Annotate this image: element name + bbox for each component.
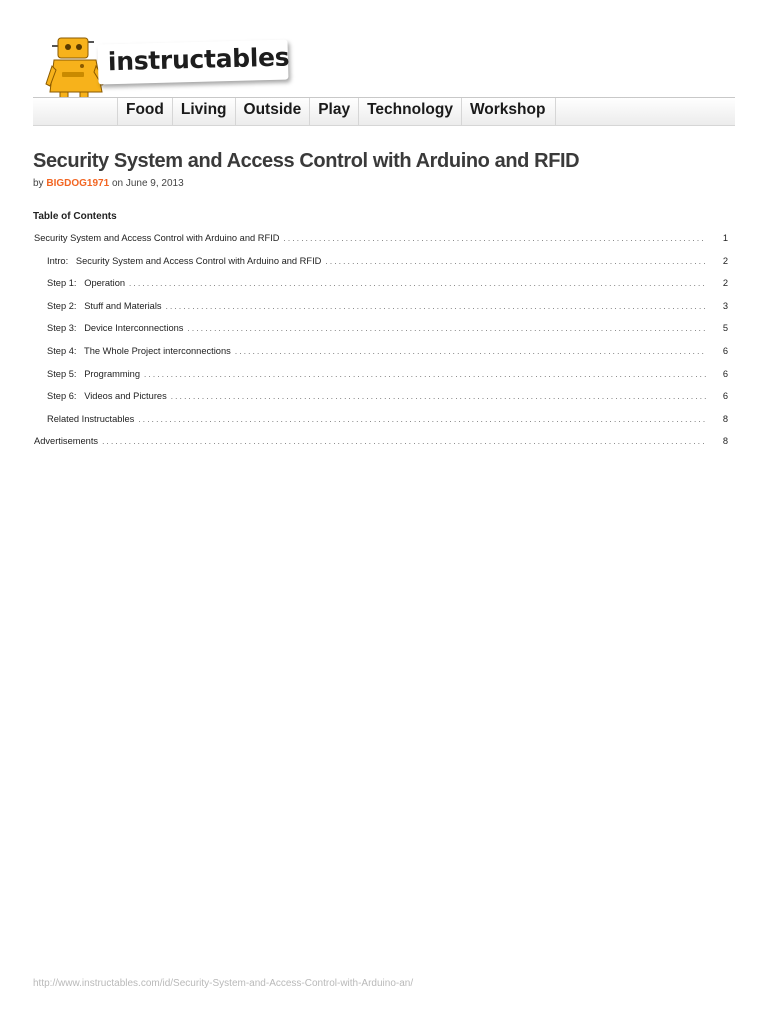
byline-prefix: by bbox=[33, 178, 44, 189]
toc-entry[interactable] bbox=[34, 301, 728, 324]
toc-entry[interactable] bbox=[34, 323, 728, 346]
toc-entry-page: 2 bbox=[722, 255, 728, 266]
nav-item-outside[interactable]: Outside bbox=[236, 98, 311, 125]
toc-leader-dots bbox=[166, 302, 706, 311]
toc-entry-label: Step 2: Stuff and Materials bbox=[47, 300, 162, 311]
nav-bar bbox=[33, 97, 735, 126]
toc-entry-page: 6 bbox=[722, 391, 728, 402]
toc-entry-page: 3 bbox=[722, 300, 728, 311]
footer-url-link[interactable]: http://www.instructables.com/id/Security-System-and-Access-Control-with-Arduino-an/ bbox=[33, 978, 414, 989]
logo-text: instructables bbox=[107, 42, 290, 77]
toc-entry-page: 6 bbox=[722, 345, 728, 356]
toc-entry-label: Security System and Access Control with Arduino and RFID bbox=[34, 233, 280, 243]
toc-entry-label: Step 5: Programming bbox=[47, 368, 141, 379]
nav-item-workshop[interactable]: Workshop bbox=[462, 98, 557, 125]
toc-entry-label: Step 4: The Whole Project interconnections bbox=[47, 345, 231, 356]
toc-heading: Table of Contents bbox=[33, 211, 117, 222]
toc-entry[interactable] bbox=[34, 436, 728, 459]
site-header bbox=[0, 0, 768, 130]
toc-leader-dots bbox=[187, 324, 706, 333]
toc-entry-label: Intro: Security System and Access Control with Arduino and RFID bbox=[47, 255, 322, 266]
byline bbox=[33, 178, 184, 189]
toc-entry-page: 1 bbox=[722, 233, 728, 243]
toc-entry[interactable] bbox=[34, 414, 728, 437]
table-of-contents bbox=[34, 233, 728, 459]
toc-leader-dots bbox=[102, 437, 706, 446]
toc-leader-dots bbox=[144, 370, 706, 379]
toc-entry-label: Step 6: Videos and Pictures bbox=[47, 391, 167, 402]
logo[interactable] bbox=[98, 40, 289, 85]
toc-entry[interactable] bbox=[34, 278, 728, 301]
publish-date: on June 9, 2013 bbox=[111, 178, 184, 189]
toc-entry-page: 5 bbox=[722, 323, 728, 334]
toc-entry-label: Step 1: Operation bbox=[47, 278, 126, 289]
toc-entry-page: 8 bbox=[722, 436, 728, 447]
toc-leader-dots bbox=[129, 279, 706, 288]
toc-entry-label: Step 3: Device Interconnections bbox=[47, 323, 184, 334]
toc-entry-page: 8 bbox=[722, 413, 728, 424]
toc-entry[interactable] bbox=[34, 391, 728, 414]
toc-leader-dots bbox=[325, 257, 706, 266]
page-title: Security System and Access Control with Arduino and RFID bbox=[33, 150, 580, 172]
toc-leader-dots bbox=[138, 415, 706, 424]
toc-leader-dots bbox=[235, 347, 706, 356]
author-link[interactable]: BIGDOG1971 bbox=[46, 178, 110, 189]
toc-entry-page: 6 bbox=[722, 368, 728, 379]
toc-leader-dots bbox=[171, 392, 706, 401]
nav-item-living[interactable]: Living bbox=[173, 98, 236, 125]
toc-entry-label: Related Instructables bbox=[47, 413, 135, 424]
nav-item-technology[interactable]: Technology bbox=[359, 98, 462, 125]
toc-entry-label: Advertisements bbox=[34, 436, 99, 447]
toc-entry-page: 2 bbox=[722, 278, 728, 289]
toc-entry[interactable] bbox=[34, 346, 728, 369]
toc-entry[interactable] bbox=[34, 233, 728, 256]
toc-leader-dots bbox=[283, 234, 706, 243]
nav-item-food[interactable]: Food bbox=[118, 98, 173, 125]
toc-entry[interactable] bbox=[34, 369, 728, 392]
nav-item-play[interactable]: Play bbox=[310, 98, 359, 125]
nav-menu bbox=[117, 98, 556, 125]
toc-entry[interactable] bbox=[34, 256, 728, 279]
